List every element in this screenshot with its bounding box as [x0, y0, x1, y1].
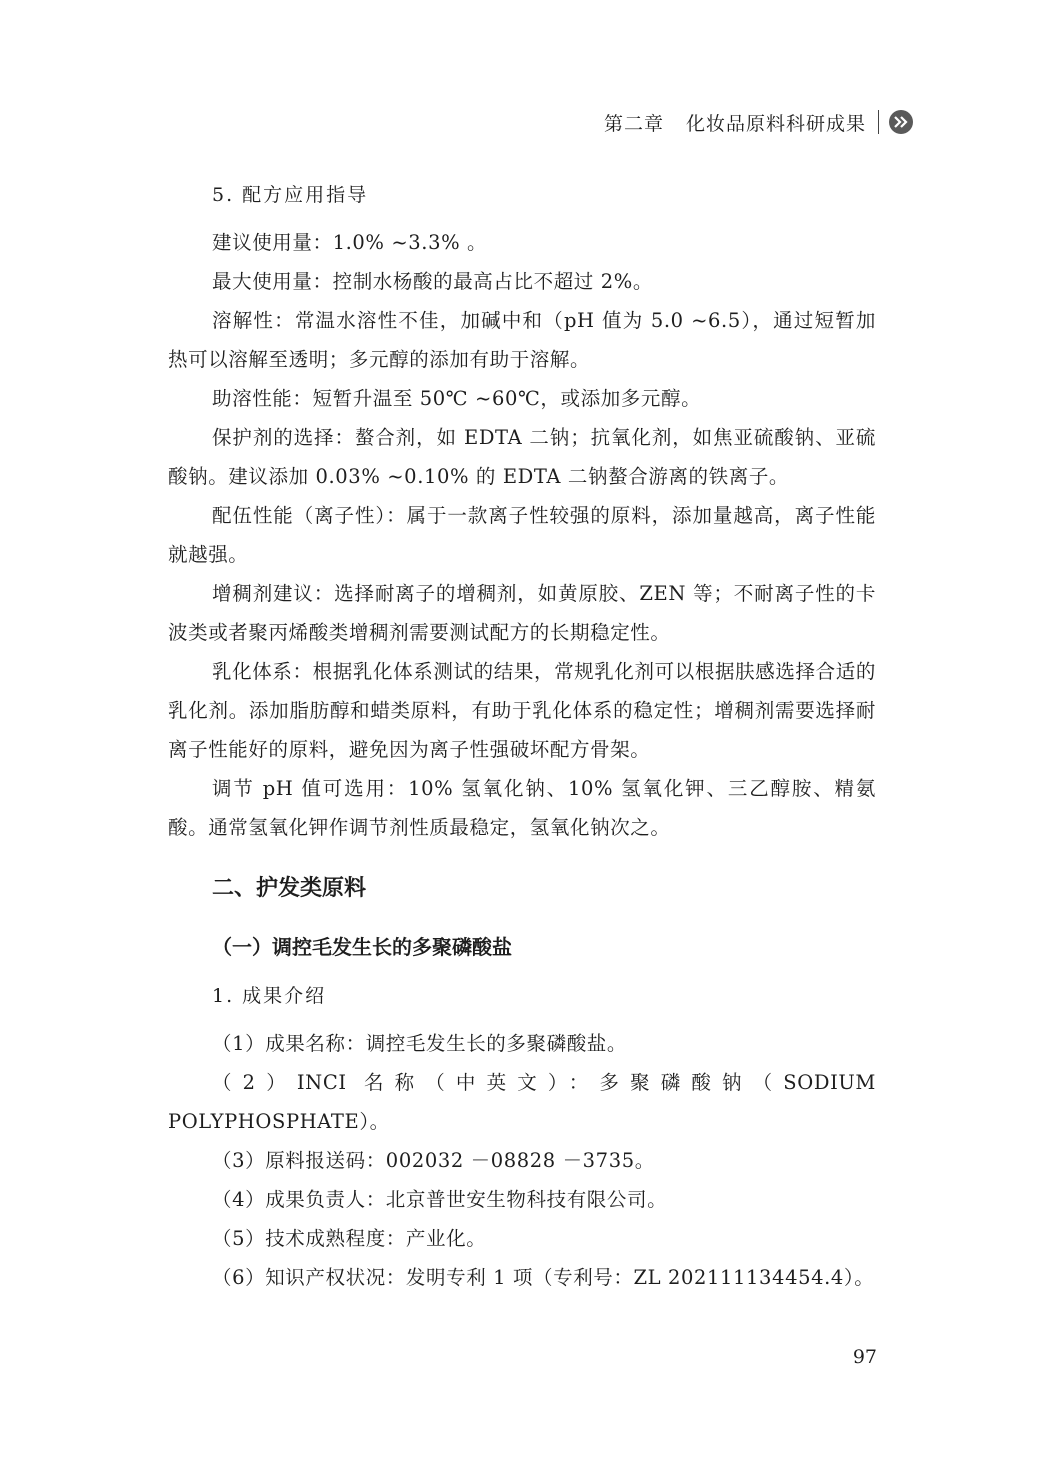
dissolution-aid-paragraph: 助溶性能：短暂升温至 50℃ ~60℃，或添加多元醇。: [212, 387, 702, 410]
page-number: 97: [852, 1346, 877, 1368]
emulsion-paragraph: 乳化体系：根据乳化体系测试的结果，常规乳化剂可以根据肤感选择合适的乳化剂。添加脂肪醇和蜡类原料，有助于乳化体系的稳定性；增稠剂需要选择耐离子性能好的原料，避免因为离子性强破坏配方骨架。: [168, 660, 876, 761]
compatibility-paragraph: 配伍性能（离子性）：属于一款离子性较强的原料，添加量越高，离子性能就越强。: [168, 504, 876, 566]
formulation-heading: 5. 配方应用指导: [212, 184, 369, 206]
max-usage-paragraph: 最大使用量：控制水杨酸的最高占比不超过 2%。: [212, 270, 653, 293]
running-header: [604, 108, 913, 136]
subsection-heading: （一）调控毛发生长的多聚磷酸盐: [212, 935, 512, 959]
list-item: （1）成果名称：调控毛发生长的多聚磷酸盐。: [212, 1032, 628, 1055]
header-divider: [878, 110, 879, 134]
thickener-paragraph: 增稠剂建议：选择耐离子的增稠剂，如黄原胶、ZEN 等；不耐离子性的卡波类或者聚丙烯酸类增稠剂需要测试配方的长期稳定性。: [168, 582, 876, 644]
list-item: （5）技术成熟程度：产业化。: [212, 1227, 487, 1250]
solubility-paragraph: 溶解性：常温水溶性不佳，加碱中和（pH 值为 5.0 ~6.5），通过短暂加热可以溶解至透明；多元醇的添加有助于溶解。: [168, 309, 876, 371]
ph-adjust-paragraph: 调节 pH 值可选用：10% 氢氧化钠、10% 氢氧化钾、三乙醇胺、精氨酸。通常氢氧化钾作调节剂性质最稳定，氢氧化钠次之。: [168, 777, 876, 839]
protectant-paragraph: 保护剂的选择：螯合剂，如 EDTA 二钠；抗氧化剂，如焦亚硫酸钠、亚硫酸钠。建议添加 0.03% ~0.10% 的 EDTA 二钠螯合游离的铁离子。: [168, 426, 876, 488]
section-heading: 二、护发类原料: [212, 876, 367, 901]
intro-heading: 1. 成果介绍: [212, 985, 327, 1007]
list-item: （6）知识产权状况：发明专利 1 项（专利号：ZL 202111134454.4）。: [212, 1266, 875, 1289]
list-item: （3）原料报送码：002032 －08828 －3735。: [212, 1149, 655, 1172]
chapter-title: 化妆品原料科研成果: [685, 112, 866, 135]
page-body: [168, 176, 876, 1297]
double-chevron-right-icon: [889, 110, 913, 134]
list-item: （4）成果负责人：北京普世安生物科技有限公司。: [212, 1188, 668, 1211]
list-item: （2）INCI 名称（中英文）：多聚磷酸钠（SODIUM POLYPHOSPHATE）。: [168, 1071, 876, 1133]
usage-paragraph: 建议使用量：1.0% ~3.3% 。: [212, 231, 488, 254]
chapter-label: 第二章: [603, 112, 664, 135]
